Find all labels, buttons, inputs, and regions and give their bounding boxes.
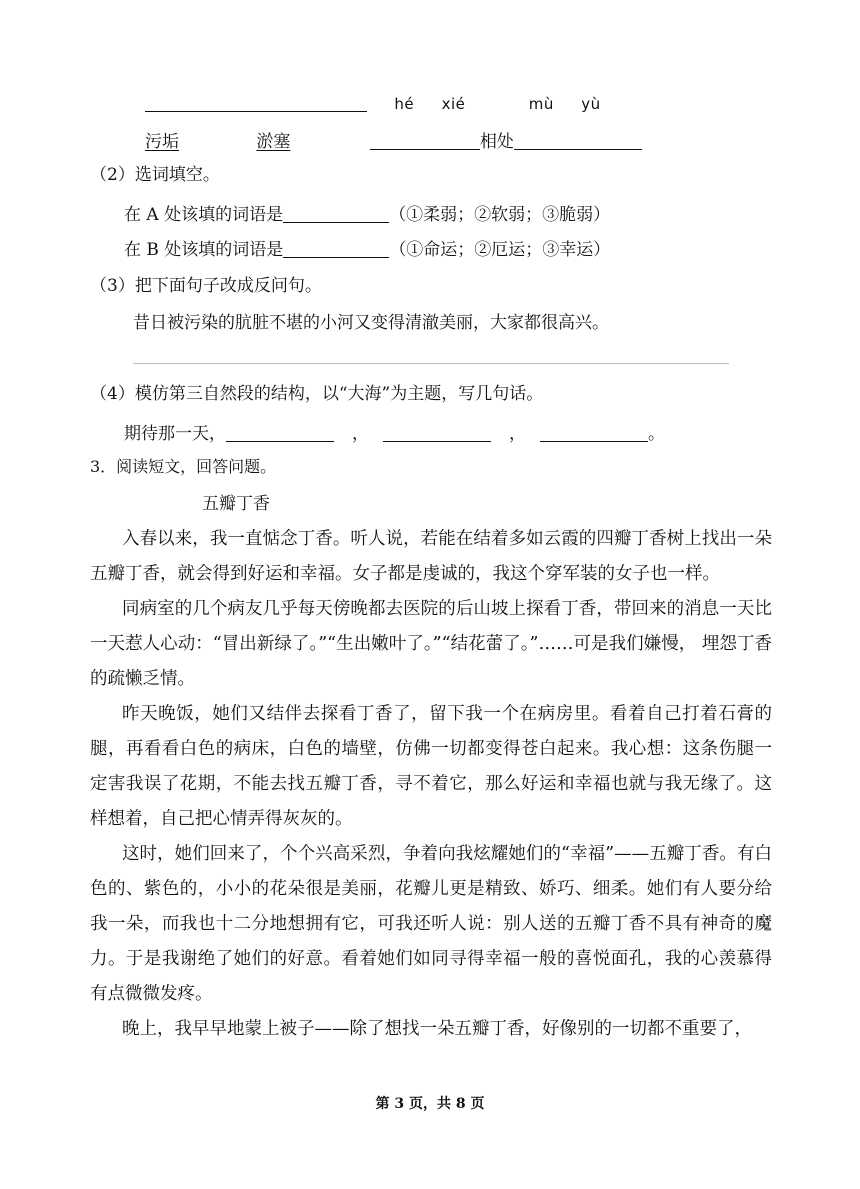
fill-line-b bbox=[124, 240, 610, 259]
passage-paragraph: 昨天晚饭，她们又结伴去探看丁香了，留下我一个在病房里。看着自己打着石膏的腿，再看看白色的病床，白色的墙壁，仿佛一切都变得苍白起来。我心想：这条伤腿一定害我误了花期，不能去找五瓣丁香，寻不着它，那么好运和幸福也就与我无缘了。这样想着，自己把心情弄得灰灰的。 bbox=[90, 704, 772, 829]
question-title: （2）选词填空。 bbox=[90, 165, 220, 185]
punct: 。 bbox=[648, 424, 665, 444]
question-text: 在 A 处该填的词语是 bbox=[124, 205, 284, 225]
question-text: 期待那一天， bbox=[124, 424, 226, 444]
pinyin-text: mù bbox=[528, 95, 554, 113]
answer-blank[interactable] bbox=[370, 132, 480, 150]
page-number: 第 3 页，共 8 页 bbox=[375, 1096, 485, 1112]
pinyin-text: xié bbox=[441, 95, 466, 113]
answer-blank[interactable] bbox=[540, 424, 648, 442]
answer-blank[interactable] bbox=[226, 424, 334, 442]
passage-paragraph: 这时，她们回来了，个个兴高采烈，争着向我炫耀她们的“幸福”——五瓣丁香。有白色的、紫色的，小小的花朵很是美丽，花瓣儿更是精致、娇巧、细柔。她们有人要分给我一朵，而我也十二分地想拥有它，可我还听人说：别人送的五瓣丁香不具有神奇的魔力。于是我谢绝了她们的好意。看着她们如同寻得幸福一般的喜悦面孔，我的心羡慕得有点微微发疼。 bbox=[90, 844, 772, 1004]
answer-blank[interactable] bbox=[283, 240, 389, 258]
pinyin-text: hé bbox=[394, 95, 415, 113]
answer-blank[interactable] bbox=[283, 205, 389, 223]
question-title: （3）把下面句子改成反问句。 bbox=[90, 276, 322, 296]
punct: ， bbox=[352, 424, 369, 444]
pinyin-row bbox=[145, 94, 601, 113]
punct: ， bbox=[509, 424, 526, 444]
underlined-word: 淤塞 bbox=[256, 132, 291, 152]
section-heading: 3．阅读短文，回答问题。 bbox=[90, 457, 277, 476]
question-sentence: 昔日被污染的肮脏不堪的小河又变得清澈美丽，大家都很高兴。 bbox=[133, 313, 609, 333]
fill-line-a bbox=[124, 205, 610, 224]
options-text: （①命运；②厄运；③幸运） bbox=[389, 240, 611, 260]
answer-blank[interactable] bbox=[255, 94, 367, 112]
question-text: 在 B 处该填的词语是 bbox=[124, 240, 284, 260]
answer-blank[interactable] bbox=[514, 132, 642, 150]
answer-line[interactable] bbox=[133, 363, 729, 364]
word-row bbox=[145, 132, 642, 151]
passage-title: 五瓣丁香 bbox=[202, 494, 270, 514]
options-text: （①柔弱；②软弱；③脆弱） bbox=[389, 205, 611, 225]
passage-paragraph: 晚上，我早早地蒙上被子——除了想找一朵五瓣丁香，好像别的一切都不重要了， bbox=[122, 1019, 752, 1039]
word-label: 相处 bbox=[479, 132, 514, 152]
underlined-word: 污垢 bbox=[145, 132, 179, 152]
passage-paragraph: 同病室的几个病友几乎每天傍晚都去医院的后山坡上探看丁香，带回来的消息一天比一天惹人心动：“冒出新绿了。”“生出嫩叶了。”“结花蕾了。”……可是我们嫌慢， 埋怨丁香的疏懒乏情。 bbox=[90, 599, 772, 689]
pinyin-text: yù bbox=[581, 95, 601, 113]
question-title: （4）模仿第三自然段的结构，以“大海”为主题，写几句话。 bbox=[90, 384, 544, 404]
q4-fill-line bbox=[124, 424, 665, 443]
answer-blank[interactable] bbox=[145, 94, 255, 112]
answer-blank[interactable] bbox=[383, 424, 491, 442]
passage-paragraph: 入春以来，我一直惦念丁香。听人说，若能在结着多如云霞的四瓣丁香树上找出一朵五瓣丁香，就会得到好运和幸福。女子都是虔诚的，我这个穿军装的女子也一样。 bbox=[90, 529, 772, 584]
